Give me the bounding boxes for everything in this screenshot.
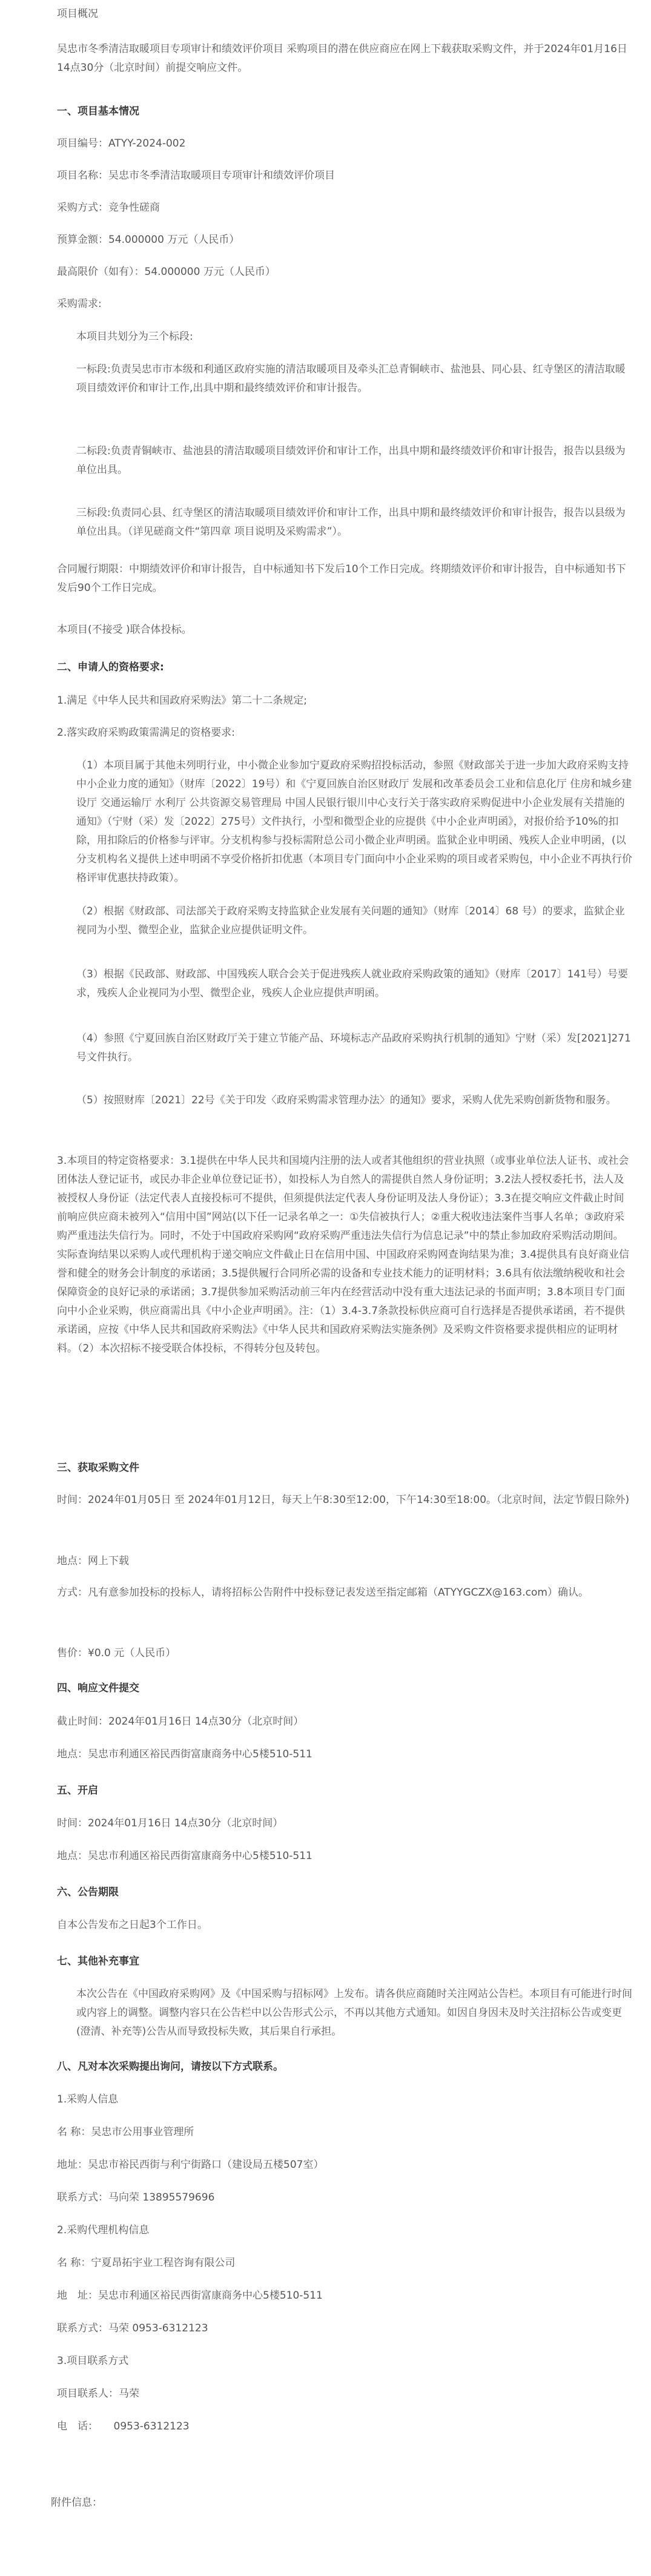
buyer-contact: 联系方式：马向荣 13895579696 — [57, 2191, 215, 2204]
section-4-heading: 四、响应文件提交 — [57, 1682, 139, 1694]
lot-1: 一标段:负责吴忠市市本级和利通区政府实施的清洁取暖项目及牵头汇总青铜峡市、盐池县、同心县、红寺堡区的清洁取暖项目绩效评价和审计工作,出具中期和最终绩效评价和审计报告。 — [76, 363, 626, 394]
project-contact-person: 项目联系人：马荣 — [57, 2388, 139, 2400]
lots-intro: 本项目共划分为三个标段: — [76, 331, 193, 343]
acquire-time: 时间：2024年01月05日 至 2024年01月12日，每天上午8:30至12:00，下午14:30至18:00。（北京时间，法定节假日除外) — [57, 1494, 630, 1506]
section-6-heading: 六、公告期限 — [57, 1886, 119, 1898]
section-1-heading: 一、项目基本情况 — [57, 105, 139, 117]
procurement-method: 采购方式：竞争性磋商 — [57, 202, 160, 214]
policy-3: （3）根据《民政部、财政部、中国残疾人联合会关于促进残疾人就业政府采购政策的通知》（财库〔2017〕141号）号要求，残疾人企业视同为小型、微型企业，残疾人企业应提供声明函。 — [76, 968, 629, 999]
acquire-place: 地点：网上下载 — [57, 1555, 129, 1567]
contract-period: 合同履行期限：中期绩效评价和审计报告，自中标通知书下发后10个工作日完成。终期绩效评价和审计报告，自中标通知书下发后90个工作日完成。 — [57, 563, 626, 594]
section-5-heading: 五、开启 — [57, 1785, 98, 1797]
project-phone: 电 话： 0953-6312123 — [57, 2420, 190, 2432]
overview-label: 项目概况 — [57, 8, 98, 20]
agency-label: 2.采购代理机构信息 — [57, 2224, 150, 2236]
section-8-heading: 八、凡对本次采购提出询问，请按以下方式联系。 — [57, 2061, 283, 2073]
agency-address: 地 址：吴忠市利通区裕民西街富康商务中心5楼510-511 — [57, 2290, 323, 2302]
project-contact-label: 3.项目联系方式 — [57, 2355, 129, 2367]
buyer-name: 名 称：吴忠市公用事业管理所 — [57, 2126, 194, 2138]
requirement-1: 1.满足《中华人民共和国政府采购法》第二十二条规定; — [57, 695, 307, 707]
opening-place: 地点：吴忠市利通区裕民西街富康商务中心5楼510-511 — [57, 1850, 312, 1862]
project-name: 项目名称：吴忠市冬季清洁取暖项目专项审计和绩效评价项目 — [57, 170, 335, 182]
overview-text: 吴忠市冬季清洁取暖项目专项审计和绩效评价项目 采购项目的潜在供应商应在网上下载获取采购文件，并于2024年01月16日 14点30分（北京时间）前提交响应文件。 — [57, 43, 627, 74]
section-7-heading: 七、其他补充事宜 — [57, 1955, 139, 1967]
budget-amount: 预算金额：54.000000 万元（人民币） — [57, 234, 240, 246]
buyer-label: 1.采购人信息 — [57, 2093, 119, 2105]
lot-2: 二标段:负责青铜峡市、盐池县的清洁取暖项目绩效评价和审计工作，出具中期和最终绩效评价和审计报告，报告以县级为单位出具。 — [76, 445, 626, 476]
attachments-label: 附件信息： — [51, 2497, 102, 2509]
requirement-3: 3.本项目的特定资格要求：3.1提供在中华人民共和国境内注册的法人或者其他组织的营业执照（或事业单位法人证书、或社会团体法人登记证书，或民办非企业单位登记证书），如投标人为自然人的需提供自然人身份证明；3.2法人授权委托书，法人及被授权人身份证（法定代表人直接投标可不提供，但须提供法定代表人身份证明及法人身份证）；3.3在提交响应文件截止时间前响应供应商未被列入“信用中国”网站(以下任一记录名单之一：①失信被执行人；②重大税收违法案件当事人名单；③政府采购严重违法失信行为。同时，不处于中国政府采购网“政府采购严重违法失信行为信息记录”中的禁止参加政府采购活动期间。实际查询结果以采购人或代理机构于递交响应文件截止日在信用中国、中国政府采购网查询结果为准；3.4提供具有良好商业信誉和健全的财务会计制度的承诺函；3.5提供履行合同所必需的设备和专业技术能力的证明材料；3.6具有依法缴纳税收和社会保障资金的良好记录的承诺函；3.7提供参加采购活动前三年内在经营活动中没有重大违法记录的书面声明；3.8本项目专门面向中小企业采购，供应商需出具《中小企业声明函》。注：（1）3.4-3.7条款投标供应商可自行选择是否提供承诺函，若不提供承诺函，应按《中华人民共和国政府采购法》《中华人民共和国政府采购法实施条例》及采购文件资格要求提供相应的证明材料。（2）本次招标不接受联合体投标，不得转分包及转包。 — [57, 1155, 630, 1355]
demand-label: 采购需求: — [57, 298, 102, 310]
submission-deadline: 截止时间：2024年01月16日 14点30分（北京时间） — [57, 1716, 304, 1728]
policy-5: （5）按照财库〔2021〕22号《关于印发〈政府采购需求管理办法〉的通知》要求，采购人优先采购创新货物和服务。 — [76, 1094, 616, 1106]
project-number: 项目编号：ATYY-2024-002 — [57, 137, 186, 150]
agency-name: 名 称：宁夏昂拓宇业工程咨询有限公司 — [57, 2257, 236, 2269]
policy-1: （1）本项目属于其他未列明行业，中小微企业参加宁夏政府采购招投标活动，参照《财政部关于进一步加大政府采购支持中小企业力度的通知》（财库〔2022〕19号）和《宁夏回族自治区财政厅 发展和改革委员会工业和信息化厅 住房和城乡建设厅 交通运输厅 水利厅 公共资源交易管理局 中国人民银行银川中心支行关于落实政府采购促进中小企业发展有关措施的通知》（宁财（采）发〔2022〕275号）文件执行，小型和微型企业的应提供《中小企业声明函》，对报价给予10%的扣除，用扣除后的价格参与评审。分支机构参与投标需附总公司小微企业声明函。监狱企业申明函、残疾人企业申明函，(以分支机构名义提供上述申明函不享受价格折扣优惠（本项目专门面向中小企业采购的项目或者采购包，中小企业不再执行价格评审优惠扶持政策）。 — [76, 759, 632, 884]
section-2-heading: 二、申请人的资格要求: — [57, 661, 164, 673]
policy-2: （2）根据《财政部、司法部关于政府采购支持监狱企业发展有关问题的通知》（财库〔2014〕68 号）的要求，监狱企业视同为小型、微型企业，监狱企业应提供证明文件。 — [76, 905, 625, 936]
supplementary-text: 本次公告在《中国政府采购网》及《中国采购与招标网》上发布。请各供应商随时关注网站公告栏。本项目有可能进行时间或内容上的调整。调整内容只在公告栏中以公告形式公示，不再以其他方式通知。如因自身因未及时关注招标公告或变更(澄清、补充等)公告从而导致投标失败，其后果自行承担。 — [76, 1988, 632, 2038]
lot-3: 三标段:负责同心县、红寺堡区的清洁取暖项目绩效评价和审计工作，出具中期和最终绩效评价和审计报告，报告以县级为单位出具。（详见磋商文件“第四章 项目说明及采购需求”）。 — [76, 507, 626, 538]
acquire-method: 方式：凡有意参加投标的投标人，请将招标公告附件中投标登记表发送至指定邮箱（ATYYGCZX@163.com）确认。 — [57, 1587, 589, 1599]
requirement-2: 2.落实政府采购政策需满足的资格要求: — [57, 727, 235, 739]
submission-place: 地点：吴忠市利通区裕民西街富康商务中心5楼510-511 — [57, 1748, 312, 1760]
opening-time: 时间：2024年01月16日 14点30分（北京时间） — [57, 1817, 283, 1829]
buyer-address: 地址：吴忠市裕民西街与利宁街路口（建设局五楼507室） — [57, 2159, 324, 2171]
max-price: 最高限价（如有）：54.000000 万元（人民币） — [57, 266, 276, 278]
section-3-heading: 三、获取采购文件 — [57, 1462, 139, 1474]
document-price: 售价：¥0.0 元（人民币） — [57, 1647, 176, 1659]
joint-bid: 本项目(不接受 )联合体投标。 — [57, 624, 192, 636]
notice-period: 自本公告发布之日起3个工作日。 — [57, 1919, 208, 1931]
policy-4: （4）参照《宁夏回族自治区财政厅关于建立节能产品、环境标志产品政府采购执行机制的通知》宁财（采）发[2021]271号文件执行。 — [76, 1032, 631, 1063]
agency-contact: 联系方式：马荣 0953-6312123 — [57, 2322, 208, 2334]
